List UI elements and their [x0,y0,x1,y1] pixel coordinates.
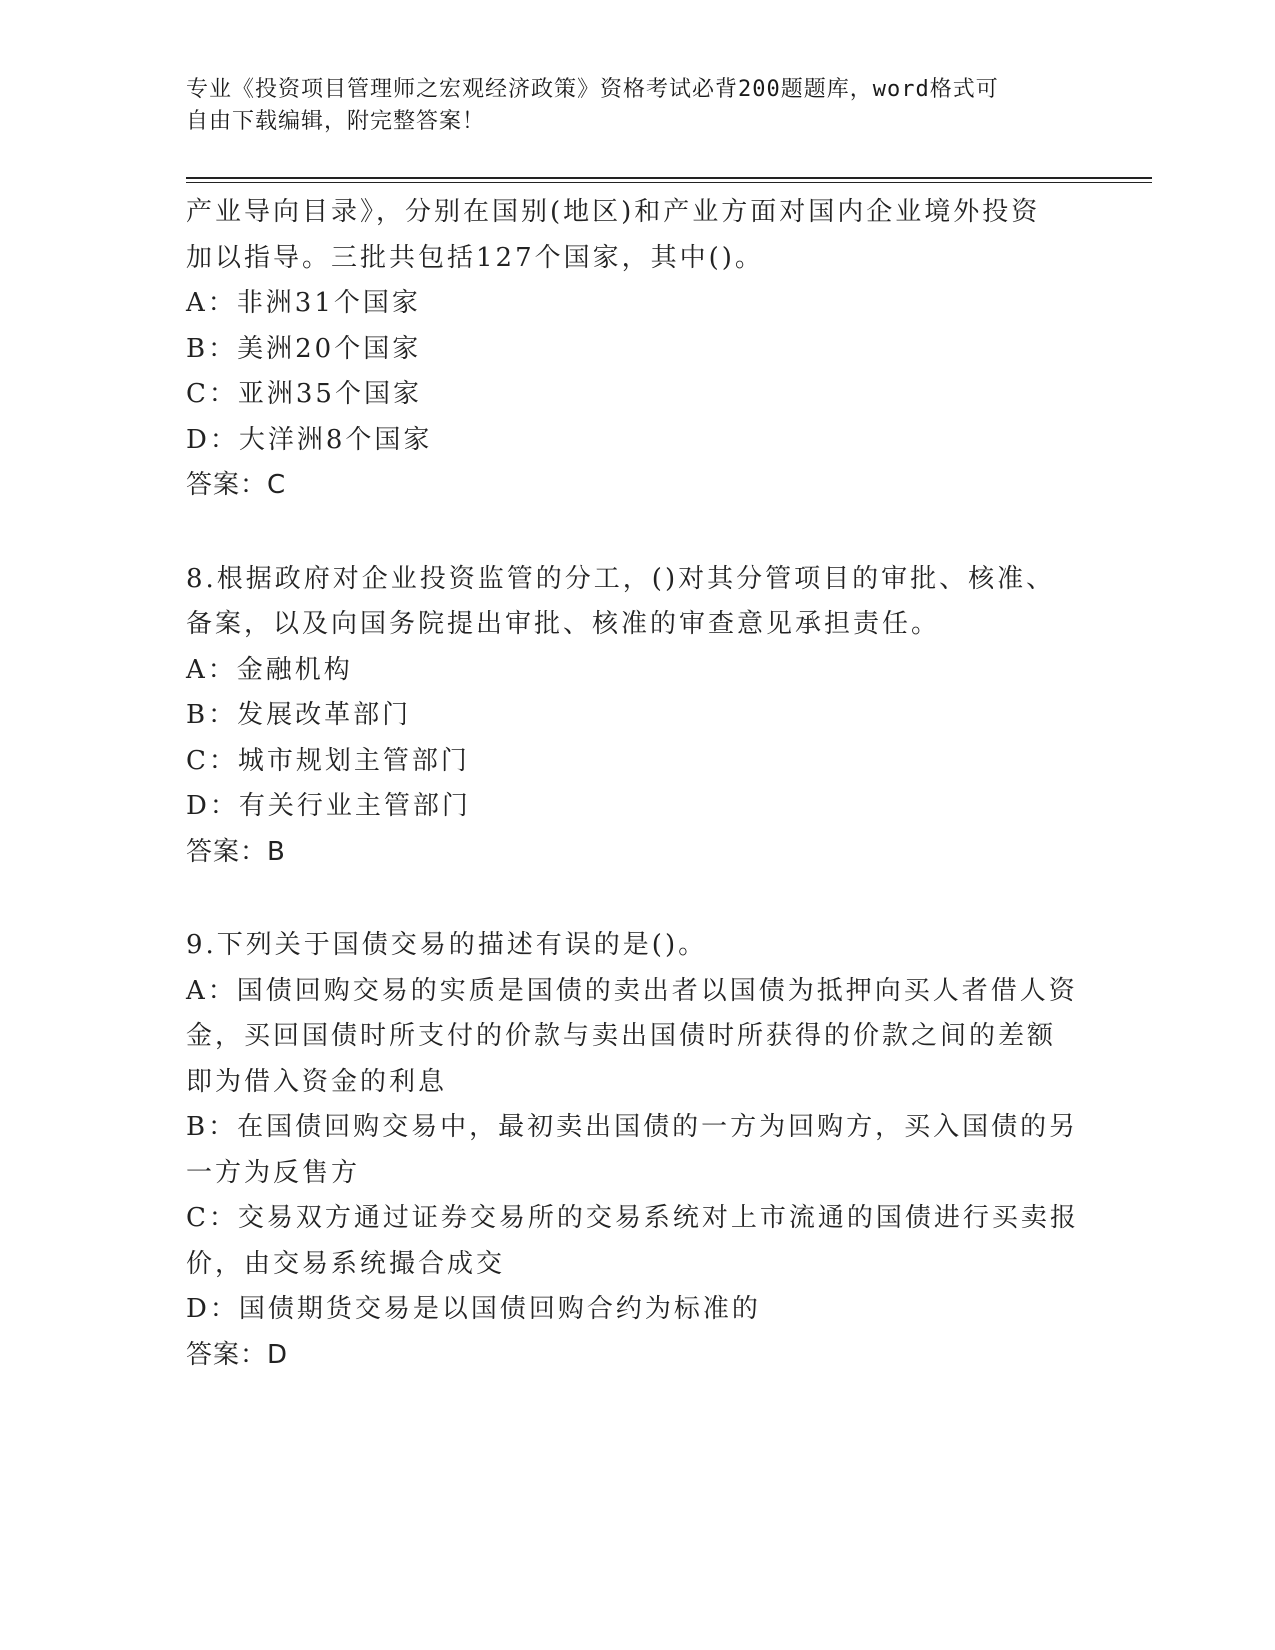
option-c: C：亚洲35个国家 [186,379,422,409]
header-rule-thin [186,182,1152,183]
question-7 [186,190,1086,509]
question-stem: 备案，以及向国务院提出审批、核准的审查意见承担责任。 [186,609,941,639]
option-b: 一方为反售方 [186,1157,361,1188]
option-b: B：美洲20个国家 [186,333,422,364]
option-a: A：国债回购交易的实质是国债的卖出者以国债为抵押向买人者借人资 [186,975,1078,1006]
question-stem: 8.根据政府对企业投资监管的分工，()对其分管项目的审批、核准、 [186,563,1056,594]
question-spacer [186,509,1086,557]
option-a: 即为借入资金的利息 [186,1066,448,1097]
option-c: 价，由交易系统撮合成交 [186,1248,506,1279]
question-stem: 加以指导。三批共包括127个国家，其中()。 [186,242,764,273]
document-header [186,74,1066,138]
document-body [186,190,1086,1378]
option-d: D：国债期货交易是以国债回购合约为标准的 [186,1294,761,1324]
question-8 [186,557,1086,876]
header-rule-thick [186,177,1152,179]
option-b: B：在国债回购交易中，最初卖出国债的一方为回购方，买入国债的另 [186,1112,1079,1142]
option-d: D：大洋洲8个国家 [186,424,433,455]
question-9 [186,923,1086,1378]
header-line-2: 自由下载编辑，附完整答案！ [186,109,486,134]
answer: 答案：D [186,1339,289,1370]
header-line-1: 专业《投资项目管理师之宏观经济政策》资格考试必背200题题库，word格式可 [186,77,999,102]
option-d: D：有关行业主管部门 [186,791,471,821]
question-stem: 9.下列关于国债交易的描述有误的是()。 [186,930,708,960]
option-a: 金，买回国债时所支付的价款与卖出国债时所获得的价款之间的差额 [186,1021,1057,1051]
option-a: A：金融机构 [186,654,353,685]
option-a: A：非洲31个国家 [186,288,421,318]
answer: 答案：B [186,836,286,867]
answer: 答案：C [186,470,287,500]
option-c: C：交易双方通过证券交易所的交易系统对上市流通的国债进行买卖报 [186,1203,1079,1233]
question-spacer [186,875,1086,923]
option-b: B：发展改革部门 [186,700,412,730]
question-stem: 产业导向目录》，分别在国别(地区)和产业方面对国内企业境外投资 [186,197,1041,227]
option-c: C：城市规划主管部门 [186,745,470,776]
